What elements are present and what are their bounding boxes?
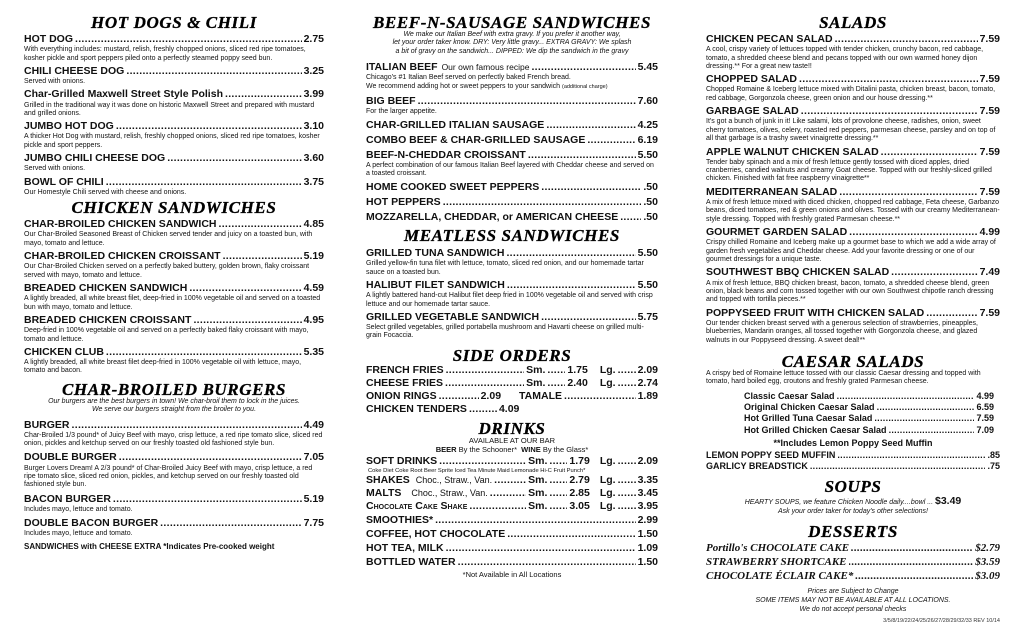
chicken-sandwich-name: BREADED CHICKEN CROISSANT [24,313,192,326]
beef-item [366,119,658,132]
meatless-list [366,247,658,341]
chicken-sandwich-desc: Our Char-Broiled Chicken served on a perfectly baked buttery, golden brown, flaky croissant served with mayo, tomato and lettuce. [24,263,310,279]
dessert-item [706,570,1000,584]
drink-name: COFFEE, HOT CHOCOLATE [366,528,506,541]
italian-beef-name: ITALIAN BEEF [366,61,438,74]
salads-heading: SALADS [819,13,887,32]
meatless-desc: A lightly battered hand-cut Halibut filet deep fried in 100% vegetable oil and served with crisp lettuce and our homemade tartar sauce. [366,292,653,308]
salad-price: 7.59 [979,185,1000,198]
beef-heading: BEEF-N-SAUSAGE SANDWICHES [372,13,652,32]
caesar-price: 4.99 [976,390,994,401]
extras-list [706,450,1000,473]
soups-heading: SOUPS [824,477,882,497]
beef-desc: A perfect combination of our famous Italian Beef layered with Cheddar cheese and served on a toasted croissant. [366,161,654,178]
salad-price: 4.99 [979,226,1000,239]
caesar-name: Hot Grilled Tuna Caesar Salad [744,413,873,424]
beef-name: HOME COOKED SWEET PEPPERS [366,180,540,193]
beef-intro-2: let your order taker know. DRY: Very little gravy... EXTRA GRAVY: We splash [392,39,632,47]
side-sm-price: 1.75 [567,363,588,376]
salad-name: MEDITERRANEAN SALAD [706,185,838,198]
beef-price: .50 [643,211,658,223]
burger-price: 4.49 [303,418,324,431]
salad-name: CHOPPED SALAD [706,73,798,86]
price-note: Prices are Subject to Change [807,588,899,596]
sides-list [366,364,658,390]
caesar-price: 6.59 [976,402,994,413]
caesar-item [744,391,994,402]
meatless-name: GRILLED VEGETABLE SANDWICH [366,310,540,323]
chicken-sandwich-name: CHAR-BROILED CHICKEN CROISSANT [24,250,221,263]
meatless-item [366,247,658,277]
drink-price: 2.99 [637,514,658,527]
chicken-sandwich-desc: Deep-fried in 100% vegetable oil and served on a perfectly baked flaky croissant with mayo, tomato and lettuce. [24,327,309,343]
column-left [24,14,324,551]
extra-name: LEMON POPPY SEED MUFFIN [706,449,836,460]
side-item [366,364,658,377]
beef-price: .50 [643,195,658,208]
chicken-sandwich-price: 5.35 [303,345,324,358]
salad-item [706,266,1000,304]
salad-item [706,33,1000,71]
caesar-name: Hot Grilled Chicken Caesar Salad [744,424,887,435]
meatless-desc: Grilled yellow-fin tuna filet with lettuce, tomato, sliced red onion, and our homemade tartar sauce on a toasted bun. [366,260,644,276]
chicken-sandwich-price: 5.19 [303,250,324,263]
drinks-beer-wine: BEER By the Schooner* WINE By the Glass* [435,444,589,454]
drinks-sub: AVAILABLE AT OUR BAR [468,436,556,446]
salad-desc: A cool, crispy variety of lettuces topped with tender chicken, crunchy bacon, red cabbage, tomato, a shredded cheese blend and pecans topped with our own warmed honey dijon dressing.** For a great new taste!! [706,46,984,70]
drink-price: 1.50 [637,556,658,569]
drink-item [366,514,658,527]
italian-beef-desc-1: Chicago's #1 Italian Beef served on perfectly baked French bread. [366,74,571,82]
meatless-price: 5.50 [637,279,658,292]
meatless-name: GRILLED TUNA SANDWICH [366,247,505,260]
dessert-price: $3.59 [975,555,1000,568]
chicken-sandwich-desc: A lightly breaded, all white breast filet, deep-fried in 100% vegetable oil and served on a toasted bun with mayo, tomato and lettuce. [24,295,321,311]
hotdog-desc: Grilled in the traditional way it was done on historic Maxwell Street and prepared with mustard and grilled onions. [24,101,315,117]
salad-name: POPPYSEED FRUIT WITH CHICKEN SALAD [706,306,925,319]
hotdog-desc: A thicker Hot Dog with mustard, relish, freshly chopped onions, sliced red ripe tomatoes, kosher pickle and sport peppers. [24,133,320,149]
meatless-heading: MEATLESS SANDWICHES [404,226,620,246]
chicken-sandwich-desc: A lightly breaded, all white breast filet deep-fried in 100% vegetable oil with lettuce, mayo, tomato and bacon. [24,359,302,375]
meatless-item [366,279,658,309]
caesar-item [744,425,994,436]
tamale-price: 1.89 [637,390,658,403]
burger-item [24,517,324,539]
burgers-heading: CHAR-BROILED BURGERS [61,379,287,399]
salad-desc: Crispy chilled Romaine and Iceberg make up a gourmet base to which we add a wide array of garden fresh vegetables and Cheddar cheese. Add your favorite dressing or one of our gourmet dressings for a unique taste. [706,239,996,263]
dessert-name: STRAWBERRY SHORTCAKE [706,555,847,568]
revision-code: 3/5/8/19/22/24/25/26/27/28/29/32/33 REV 10/14 [883,617,1000,622]
salad-price: 7.49 [979,266,1000,279]
caesar-list [744,391,994,436]
desserts-heading: DESSERTS [808,522,898,542]
chicken-sandwich-price: 4.59 [303,282,324,295]
onion-rings-name: ONION RINGS [366,390,437,403]
drink-price: 1.50 [637,528,658,541]
caesar-heading: CAESAR SALADS [781,351,925,371]
caesar-name: Classic Caesar Salad [744,390,835,401]
salad-name: APPLE WALNUT CHICKEN SALAD [706,145,879,158]
beef-name: COMBO BEEF & CHAR-GRILLED SAUSAGE [366,133,586,146]
beef-intro-3: a bit of gravy on the sandwich... DIPPED: We dip the sandwich in the gravy [395,47,629,55]
side-sm-label: Sm. [526,376,546,389]
beef-name: CHAR-GRILLED ITALIAN SAUSAGE [366,118,545,131]
drinks-list [366,514,658,570]
dessert-price: $3.09 [975,569,1000,582]
hotdog-price: 3.75 [303,175,324,188]
burger-price: 5.19 [303,492,324,505]
column-middle [366,14,658,579]
drinks-heading: DRINKS [478,419,546,439]
shakes-row: SHAKES Choc., Straw., Van. ..... Sm. ..... 2.79 Lg. ..... 3.35 [366,474,658,487]
burgers-intro-2: We serve our burgers straight from the broiler to you. [91,406,257,414]
meatless-name: HALIBUT FILET SANDWICH [366,279,505,292]
burger-desc: Char-Broiled 1/3 pound* of Juicy Beef with mayo, crisp lettuce, a red ripe tomato slice, sliced red onion, pickles and ketchup served on our freshly toasted old fashioned style bun. [24,431,323,448]
caesar-desc: A crispy bed of Romaine lettuce tossed with our classic Caesar dressing and topped with tomato, hard boiled egg, croutons and freshly grated Parmesan cheese. [706,369,981,386]
chicken-sandwich-item [24,250,324,280]
beef-name: HOT PEPPERS [366,195,441,208]
hotdog-price: 3.10 [303,120,324,133]
salad-price: 7.59 [979,145,1000,158]
salad-price: 7.59 [979,73,1000,86]
caesar-name: Original Chicken Caesar Salad [744,402,875,413]
drink-item [366,542,658,555]
side-item [366,377,658,390]
hotdog-name: Char-Grilled Maxwell Street Style Polish [24,88,223,101]
beef-price: 7.60 [637,95,658,108]
burger-item [24,451,324,489]
hotdogs-heading: HOT DOGS & CHILI [91,13,257,32]
extra-price: .85 [987,449,1000,460]
dessert-name: Portillo's CHOCOLATE CAKE [706,542,850,555]
burger-item [24,493,324,515]
burger-name: BACON BURGER [24,492,111,505]
hotdog-name: HOT DOG [24,33,73,45]
extra-item [706,450,1000,461]
chicken-list [24,218,324,376]
salad-desc: A mix of fresh lettuce, BBQ chicken breast, bacon, tomato, a shredded cheese blend, green onion, black beans and corn tossed together with our own Southwest chipotle ranch dressing and topped with tortilla pieces.** [706,279,994,304]
burger-desc: Burger Lovers Dream! A 2/3 pound* of Char-Broiled Juicy Beef with mayo, crisp lettuce, a red ripe tomato slice, sliced red onion, pickles, and ketchup served on our freshly toasted old fashioned style bun. [24,464,313,489]
drink-price: 1.09 [637,542,658,555]
salad-name: CHICKEN PECAN SALAD [706,33,833,45]
malts-row: MALTS Choc., Straw., Van. ..... Sm. ..... 2.85 Lg. ..... 3.45 [366,487,658,500]
meatless-price: 5.50 [637,247,658,260]
burger-name: DOUBLE BACON BURGER [24,517,159,530]
side-sm-label: Sm. [526,363,546,376]
chicken-sandwich-item [24,346,324,376]
chicken-sandwich-price: 4.95 [303,313,324,326]
salad-price: 7.59 [979,105,1000,118]
hotdog-name: CHILI CHEESE DOG [24,64,125,77]
chicken-sandwich-item [24,282,324,312]
caesar-item [744,402,994,413]
extra-item [706,461,1000,472]
salad-item [706,226,1000,264]
burgers-footer: SANDWICHES with CHEESE EXTRA *Indicates Pre-cooked weight [24,541,275,551]
tenders-name: CHICKEN TENDERS [366,403,467,416]
beef-item [366,134,658,147]
drinks-footer: *Not Available in All Locations [462,569,562,579]
chicken-sandwich-item [24,218,324,248]
side-lg-price: 2.74 [637,376,658,389]
hotdog-name: JUMBO HOT DOG [24,120,114,133]
beef-desc: For the larger appetite. [366,108,437,116]
beef-list [366,95,658,224]
italian-beef-item [366,61,658,91]
italian-beef-tag: Our own famous recipe [441,62,530,73]
burger-name: DOUBLE BURGER [24,451,117,464]
chicken-sandwich-price: 4.85 [303,218,324,231]
chicken-sandwich-desc: Our Char-Broiled Seasoned Breast of Chicken served tender and juicy on a toasted bun, with mayo, tomato and lettuce. [24,231,313,247]
drink-item [366,556,658,569]
hotdog-item [24,88,324,118]
salad-desc: It's got a bunch of junk in it! Like salami, lots of provolone cheese, radishes, onion, sweet cherry tomatoes, olives, celery, roasted red peppers, parmesan cheese, parsley and on top of all that garbage is a trashy sweet vinaigrette dressing.** [706,118,996,143]
beef-intro-1: We make our Italian Beef with extra gravy. If you prefer it another way, [403,31,621,38]
salad-price: 7.59 [979,33,1000,45]
burger-desc: Includes mayo, lettuce and tomato. [24,530,133,538]
beef-price: 6.19 [637,133,658,146]
meatless-desc: Select grilled vegetables, grilled portabella mushroom and Havarti cheese on grilled multi-grain Focaccia. [366,324,644,340]
onion-rings-price: 2.09 [480,390,502,403]
hotdogs-list [24,33,324,197]
salad-item [706,186,1000,224]
salad-name: GOURMET GARDEN SALAD [706,226,848,239]
italian-beef-desc-2: We recommend adding hot or sweet peppers to your sandwich [366,82,561,90]
beef-name: MOZZARELLA, CHEDDAR, or AMERICAN CHEESE [366,211,619,223]
hotdog-item [24,176,324,198]
beef-item [366,181,658,194]
tamale-name: TAMALE [519,390,562,403]
burgers-intro-1: Our burgers are the best burgers in town! We char-broil them to lock in the juices. [48,397,300,405]
chicken-sandwich-name: BREADED CHICKEN SANDWICH [24,282,188,295]
burger-price: 7.05 [303,451,324,464]
hotdog-desc: Served with onions. [24,165,86,173]
chicken-sandwich-item [24,314,324,344]
soups-price: $3.49 [934,495,962,508]
salad-item [706,307,1000,345]
salads-list [706,33,1000,345]
hotdog-item [24,120,324,150]
burger-desc: Includes mayo, lettuce and tomato. [24,505,133,513]
meatless-item [366,311,658,341]
tenders-price: 4.09 [498,403,520,416]
desserts-list [706,542,1000,583]
drink-name: HOT TEA, MILK [366,542,444,555]
beef-item [366,149,658,179]
hotdog-price: 2.75 [303,33,324,45]
italian-beef-desc-note: (additional charge) [561,83,608,90]
burger-price: 7.75 [303,517,324,530]
soups-line-2: Ask your order taker for today's other selections! [778,508,928,516]
hotdog-desc: Our Homestyle Chili served with cheese and onions. [24,188,187,196]
dessert-name: CHOCOLATE ÉCLAIR CAKE* [706,569,854,582]
caesar-item [744,413,994,424]
hotdog-item [24,33,324,63]
beef-price: 5.50 [637,148,658,161]
chicken-heading: CHICKEN SANDWICHES [71,198,277,218]
caesar-price: 7.09 [976,424,994,435]
side-name: FRENCH FRIES [366,363,444,376]
soft-drinks-row: SOFT DRINKS ..... Sm. ..... 1.79 Lg. ..... 2.09 [366,455,658,468]
column-right [706,14,1000,622]
beef-item [366,196,658,209]
drink-item [366,528,658,541]
extra-price: .75 [987,461,1000,472]
chicken-sandwich-name: CHICKEN CLUB [24,345,104,358]
side-lg-label: Lg. [599,363,616,376]
soups-line-1: HEARTY SOUPS, we feature Chicken Noodle daily....bowl ... $3.49 [744,495,962,508]
extra-name: GARLICY BREADSTICK [706,461,808,472]
side-sm-price: 2.40 [567,376,588,389]
caesar-note: **Includes Lemon Poppy Seed Muffin [773,437,933,448]
beef-name: BIG BEEF [366,95,416,108]
onion-tamale-row [366,390,658,403]
dessert-price: $2.79 [975,542,1000,555]
side-lg-price: 2.09 [637,363,658,376]
beef-name: BEEF-N-CHEDDAR CROISSANT [366,148,526,161]
side-lg-label: Lg. [599,376,616,389]
chicken-tenders-row [366,403,658,416]
drink-name: BOTTLED WATER [366,556,456,569]
salad-desc: A mix of fresh lettuce mixed with diced chicken, chopped red cabbage, Feta cheese, Garbanzo beans, diced tomatoes, red & green onions and olives. Tossed with our creamy Mediterranean-style dressing. Topped with freshly grated Parmesan cheese.** [706,198,1000,223]
salad-name: SOUTHWEST BBQ CHICKEN SALAD [706,266,890,279]
salad-item [706,73,1000,103]
side-name: CHEESE FRIES [366,376,444,389]
sides-heading: SIDE ORDERS [452,345,572,365]
availability-note: SOME ITEMS MAY NOT BE AVAILABLE AT ALL LOCATIONS. [755,597,951,605]
hotdog-item [24,65,324,87]
beef-price: 4.25 [637,118,658,131]
burger-item [24,419,324,449]
drink-name: SMOOTHIES* [366,514,434,527]
burgers-list [24,419,324,539]
dessert-item [706,542,1000,556]
hotdog-price: 3.60 [303,152,324,165]
hotdog-item [24,152,324,174]
checks-note: We do not accept personal checks [799,605,907,613]
salad-item [706,146,1000,184]
dessert-item [706,556,1000,570]
salad-desc: Our tender chicken breast served with a generous selection of strawberries, pineapples, blueberries, Mandarin oranges, all tossed together with Gorgonzola cheese, and glazed walnuts in our Poppyseed dressing. A sweet deal!** [706,319,978,344]
burger-name: BURGER [24,418,70,431]
salad-desc: Chopped Romaine & Iceberg lettuce mixed with Ditalini pasta, chicken breast, bacon, tomato, red cabbage, Gorgonzola cheese, green onion and our house dressing.** [706,86,996,102]
salad-price: 7.59 [979,306,1000,319]
caesar-price: 7.59 [976,413,994,424]
beef-item [366,211,658,224]
salad-desc: Tender baby spinach and a mix of fresh lettuce gently tossed with diced apples, dried cranberries, candied walnuts and creamy Goat cheese. Topped with our freshly-sliced grilled chicken. Finished with fat free raspberry vinaigrette** [706,158,992,183]
beef-item [366,95,658,117]
salad-item [706,105,1000,143]
hotdog-price: 3.25 [303,64,324,77]
italian-beef-price: 5.45 [637,61,658,74]
hotdog-name: JUMBO CHILI CHEESE DOG [24,152,166,165]
chicken-sandwich-name: CHAR-BROILED CHICKEN SANDWICH [24,218,217,231]
hotdog-price: 3.99 [303,88,324,101]
salad-name: GARBAGE SALAD [706,105,799,118]
hotdog-desc: Served with onions. [24,78,86,86]
meatless-price: 5.75 [637,310,658,323]
hotdog-desc: With everything includes: mustard, relish, freshly chopped onions, sliced red ripe tomatoes, kosher pickle and sport peppers piled onto a perfectly steamed poppy seed bun. [24,46,306,62]
soft-drink-flavors: Coke Diet Coke Root Beer Sprite Iced Tea Minute Maid Lemonade Hi-C Fruit Punch* [368,467,586,474]
beef-price: .50 [643,180,658,193]
hotdog-name: BOWL OF CHILI [24,175,104,188]
cake-shake-row: Chocolate Cake Shake ..... Sm. ..... 3.05 Lg. ..... 3.95 [366,500,658,513]
